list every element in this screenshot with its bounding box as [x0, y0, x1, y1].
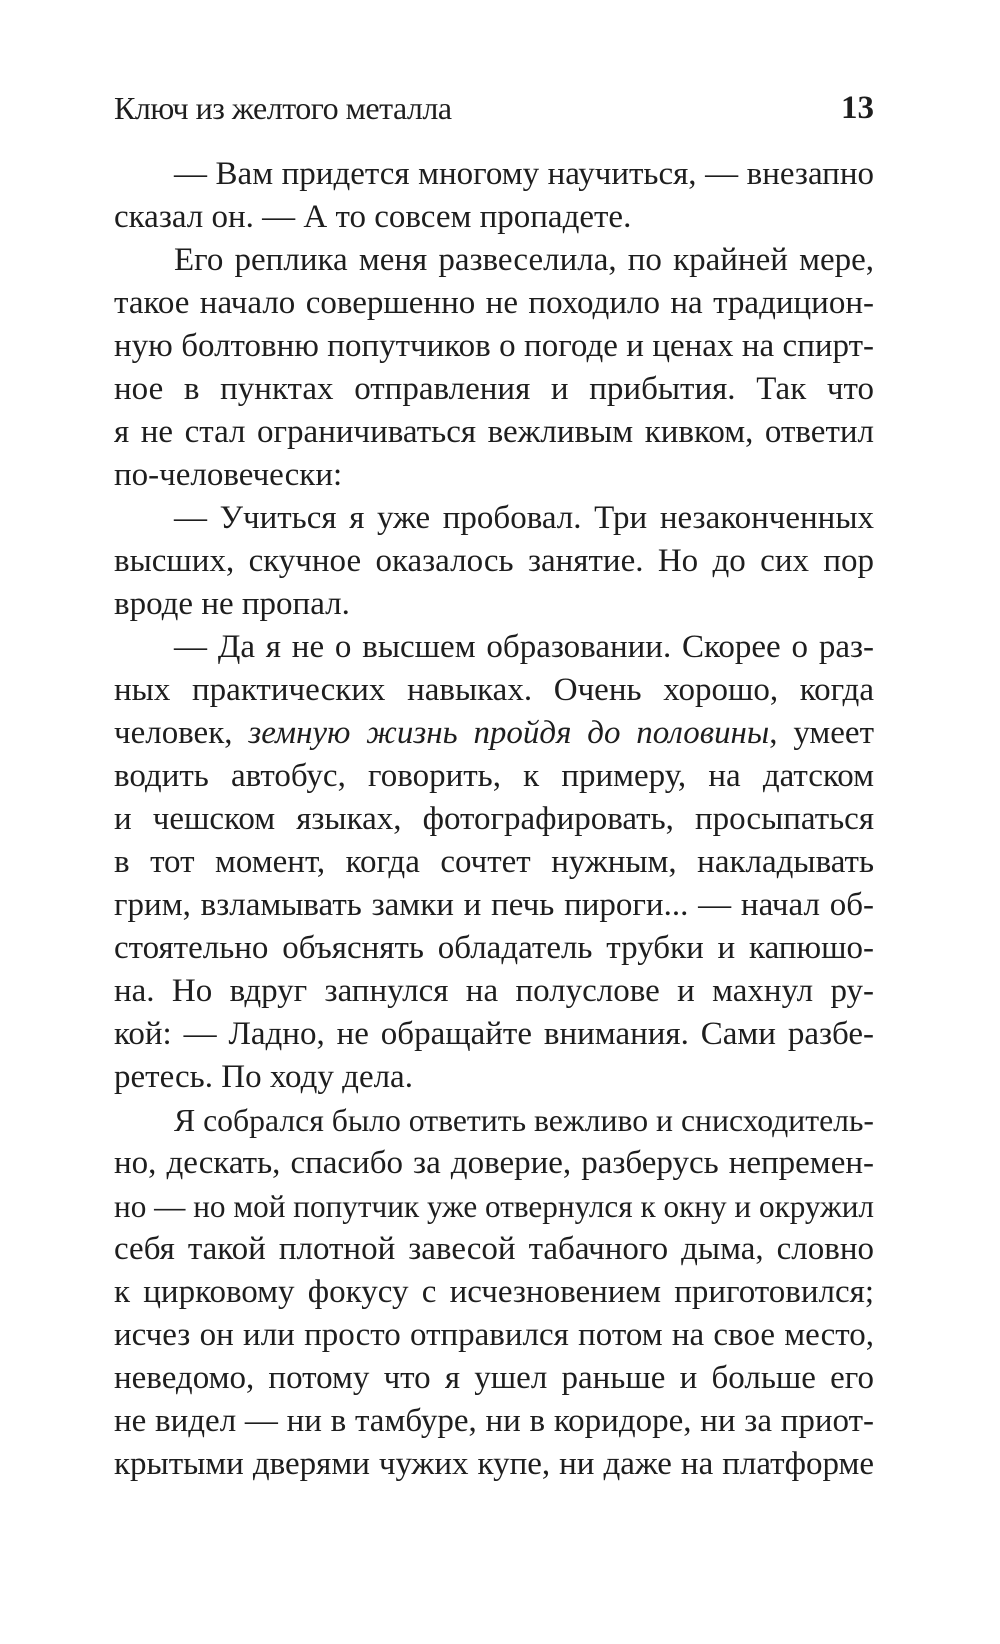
running-title: Ключ из желтого металла: [114, 90, 452, 126]
text-line: — Учиться я уже пробовал. Три незаконченных: [174, 500, 874, 536]
text-line: сказал он. — А то совсем пропадете.: [114, 199, 632, 235]
page-number: 13: [841, 90, 874, 126]
text-line-with-italic: [114, 712, 874, 755]
text-line: ное в пунктах отправления и прибытия. Так что: [114, 371, 874, 407]
text-line: Я собрался было ответить вежливо и снисходитель-: [174, 1103, 874, 1138]
text-line: — Да я не о высшем образовании. Скорее о раз-: [174, 629, 874, 665]
text-line: — Вам придется многому научиться, — внезапно: [174, 156, 874, 192]
text-line: Его реплика меня развеселила, по крайней мере,: [174, 242, 874, 278]
text-line: на. Но вдруг запнулся на полуслове и махнул ру-: [114, 973, 874, 1009]
text-segment: человек,: [114, 715, 249, 751]
text-line: в тот момент, когда сочтет нужным, накладывать: [114, 844, 874, 880]
text-line: и чешском языках, фотографировать, просыпаться: [114, 801, 874, 837]
text-line: себя такой плотной завесой табачного дыма, словно: [114, 1231, 874, 1267]
text-line: стоятельно объяснять обладатель трубки и капюшо-: [114, 930, 874, 966]
text-line: не видел — ни в тамбуре, ни в коридоре, ни за приот-: [114, 1403, 874, 1439]
text-line: ретесь. По ходу дела.: [114, 1059, 413, 1095]
text-line: неведомо, потому что я ушел раньше и больше его: [114, 1360, 874, 1396]
text-segment: , умеет: [769, 715, 874, 751]
page-header: [114, 80, 874, 136]
text-line: ную болтовню попутчиков о погоде и ценах на спирт-: [114, 328, 874, 364]
text-line: вроде не пропал.: [114, 586, 350, 622]
text-line: к цирковому фокусу с исчезновением приготовился;: [114, 1274, 874, 1310]
text-line: высших, скучное оказалось занятие. Но до сих пор: [114, 543, 874, 579]
text-line: но — но мой попутчик уже отвернулся к окну и окружил: [114, 1189, 874, 1224]
text-line: ных практических навыках. Очень хорошо, когда: [114, 672, 874, 708]
body-text: [114, 153, 874, 1486]
text-line: водить автобус, говорить, к примеру, на датском: [114, 758, 874, 794]
text-line: по-человечески:: [114, 457, 343, 493]
text-line: исчез он или просто отправился потом на свое место,: [114, 1317, 874, 1353]
text-line: крытыми дверями чужих купе, ни даже на платформе: [114, 1446, 874, 1482]
italic-quote: земную жизнь пройдя до половины: [248, 715, 770, 751]
text-line: кой: — Ладно, не обращайте внимания. Сами разбе-: [114, 1016, 874, 1052]
text-line: я не стал ограничиваться вежливым кивком, ответил: [114, 414, 874, 450]
text-line: такое начало совершенно не походило на традицион-: [114, 285, 874, 321]
text-line: грим, взламывать замки и печь пироги... — начал об-: [114, 887, 874, 923]
text-line: но, дескать, спасибо за доверие, разберусь непремен-: [114, 1145, 874, 1181]
